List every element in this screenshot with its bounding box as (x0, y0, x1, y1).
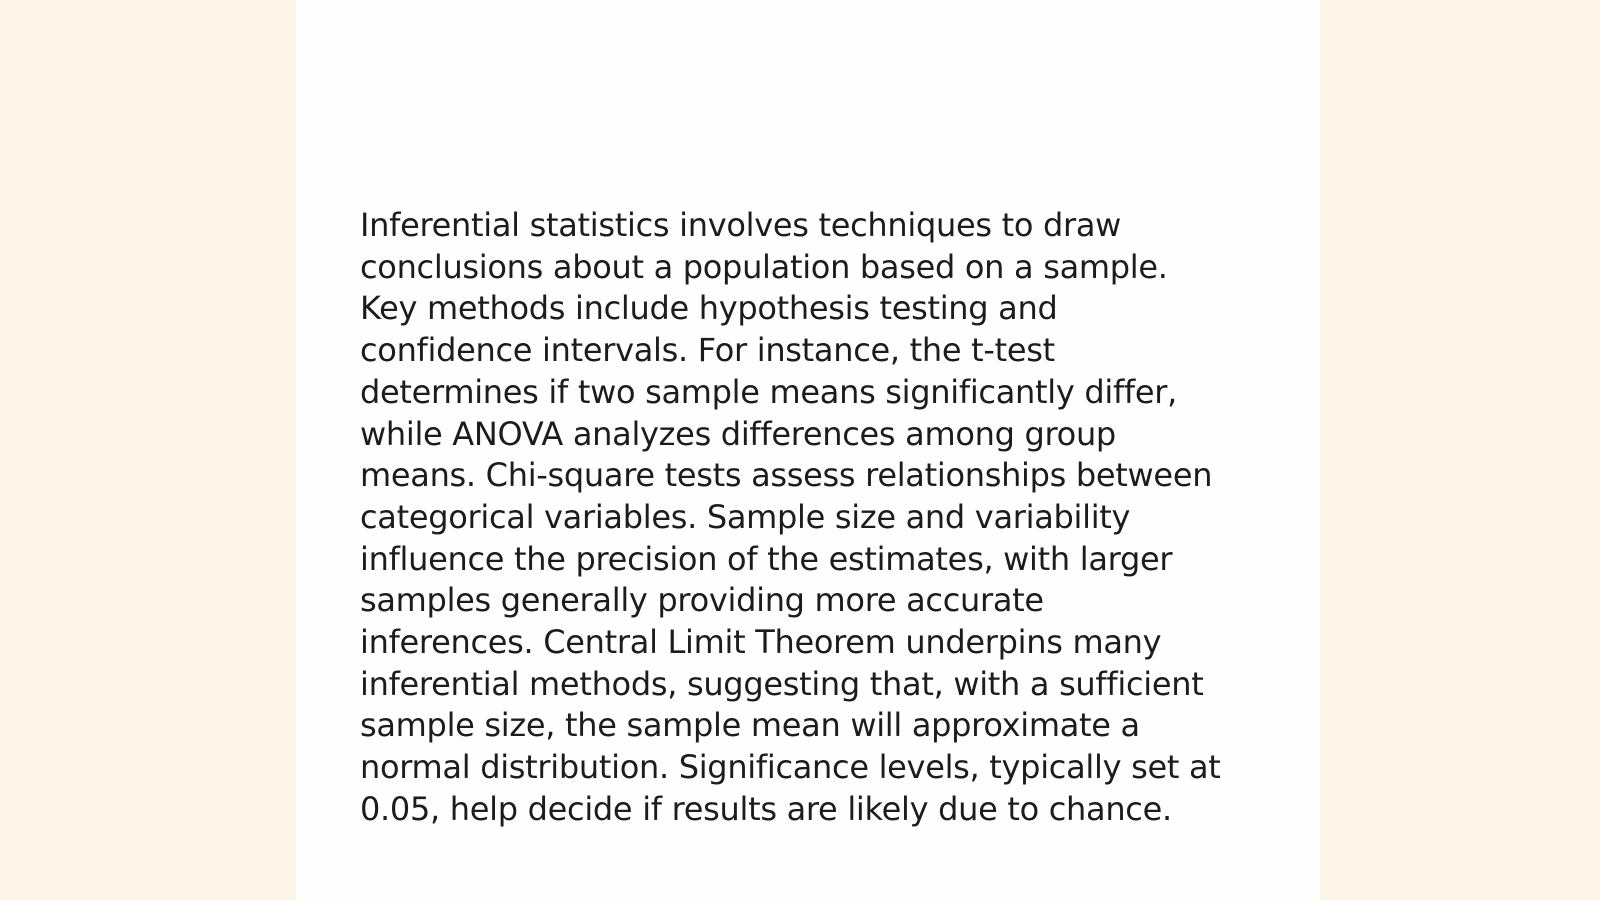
document-page (296, 0, 1320, 900)
paragraph-line: Key methods include hypothesis testing and (360, 289, 1058, 328)
paragraph-line: influence the precision of the estimates, with larger (360, 539, 1173, 578)
paragraph-line: inferences. Central Limit Theorem underpins many (360, 623, 1162, 662)
paragraph-line: while ANOVA analyzes differences among group (360, 414, 1116, 453)
paragraph-line: Inferential statistics involves techniques to draw (360, 206, 1122, 244)
paragraph-line: sample size, the sample mean will approximate a (360, 706, 1140, 745)
paragraph-line: normal distribution. Significance levels, typically set at (360, 748, 1221, 787)
paragraph-line: categorical variables. Sample size and variability (360, 497, 1131, 536)
body-paragraph (360, 205, 1260, 831)
paragraph-line: samples generally providing more accurate (360, 581, 1044, 620)
paragraph-line: confidence intervals. For instance, the t-test (360, 331, 1055, 370)
paragraph-line: inferential methods, suggesting that, with a sufficient (360, 664, 1204, 703)
paragraph-line: means. Chi-square tests assess relationships between (360, 456, 1213, 495)
paragraph-line: 0.05, help decide if results are likely due to chance. (360, 789, 1172, 828)
paragraph-line: determines if two sample means significantly differ, (360, 372, 1177, 411)
paragraph-line: conclusions about a population based on a sample. (360, 247, 1168, 286)
